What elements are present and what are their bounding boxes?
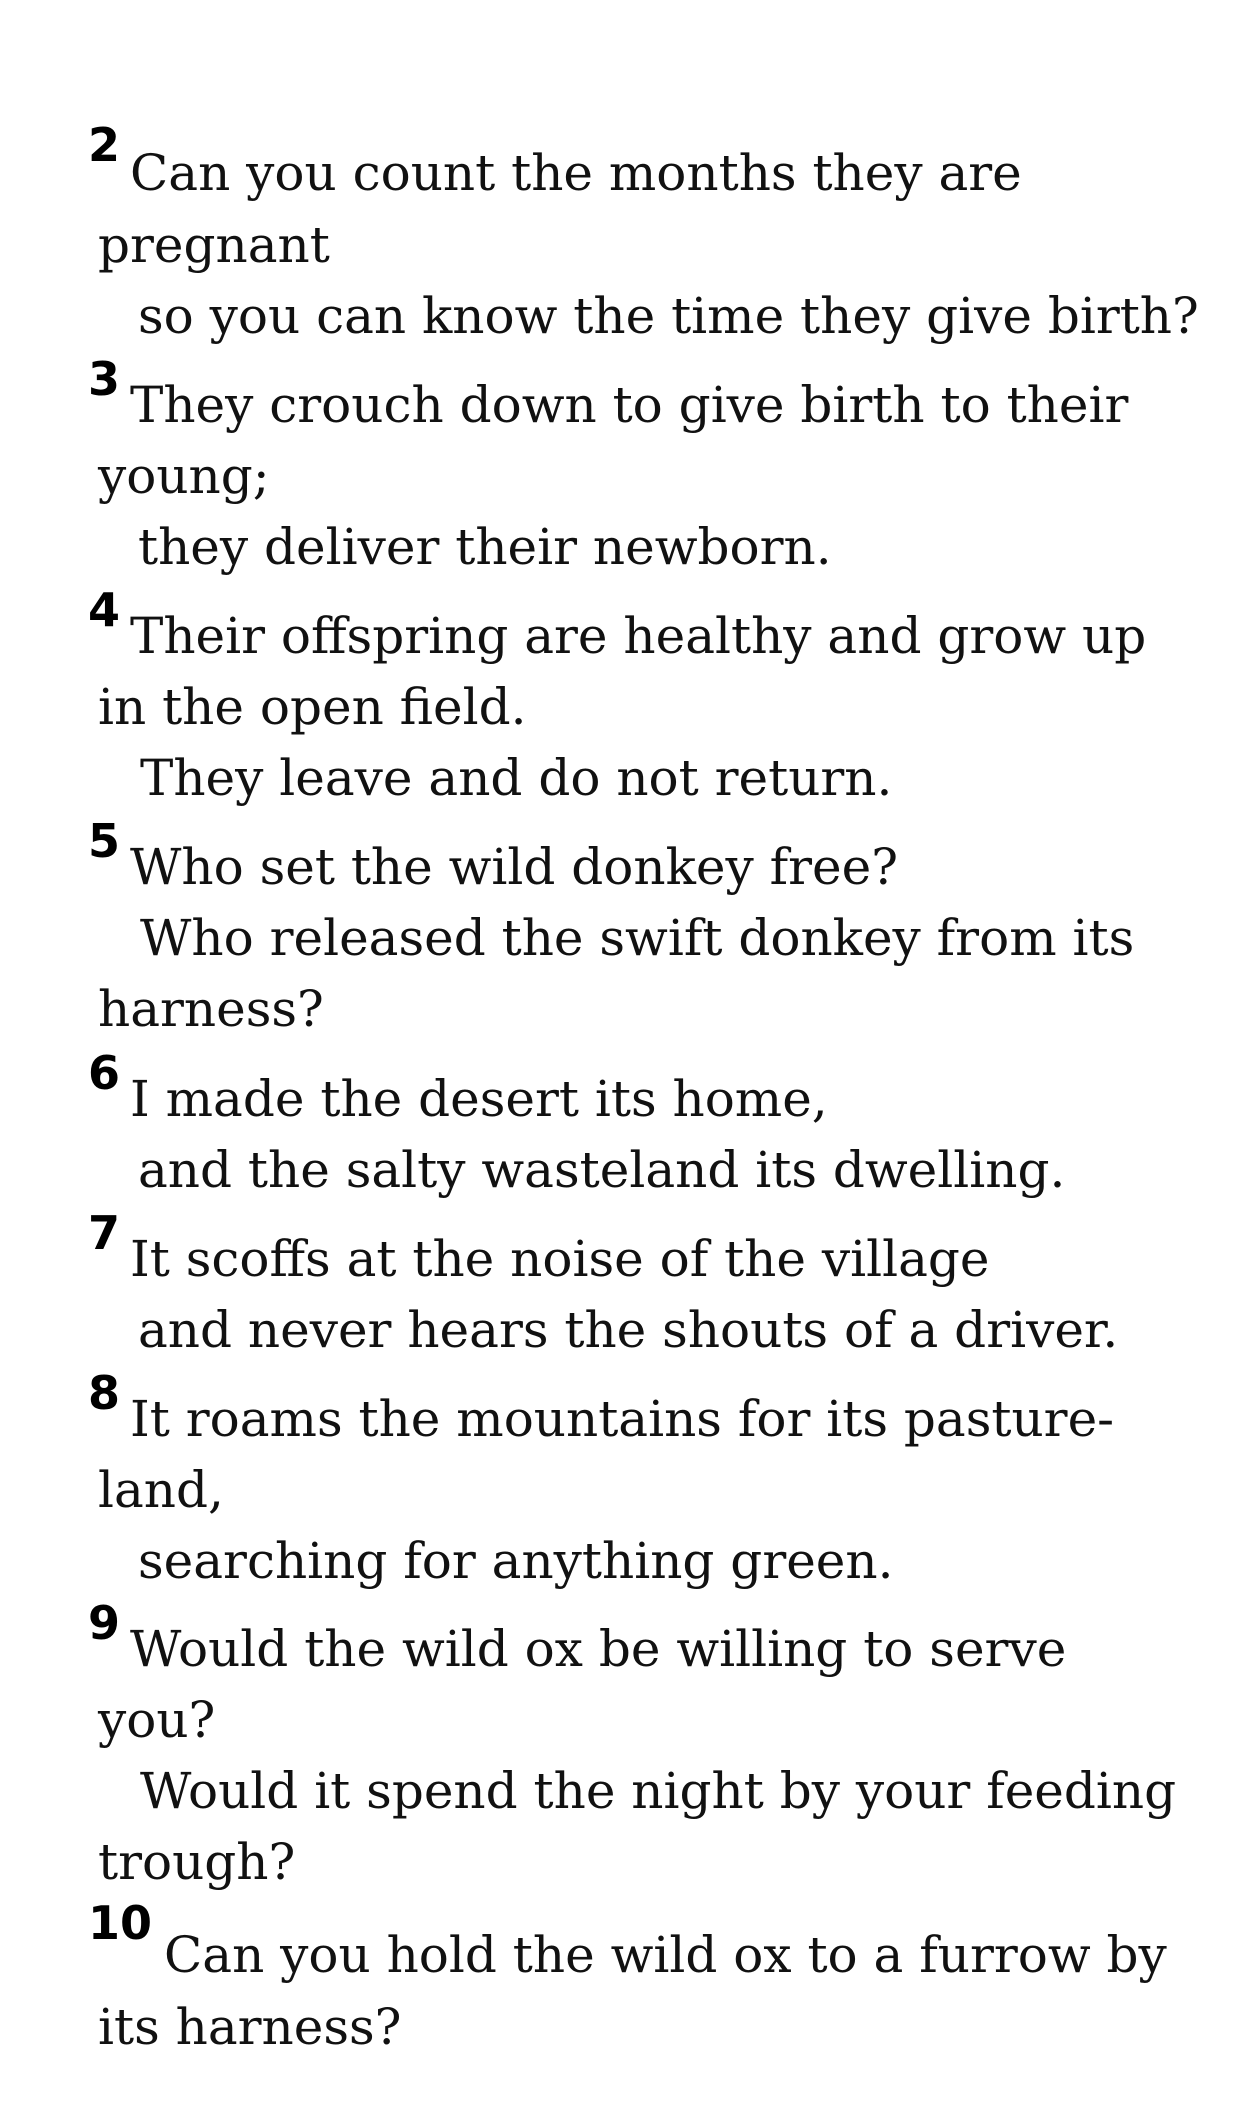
verse-line: harness? [98, 980, 324, 1038]
verse-line: Can you hold the wild ox to a furrow by [164, 1926, 1167, 1984]
verse-line: Would it spend the night by your feeding [140, 1762, 1177, 1820]
verse-number: 3 [88, 352, 121, 406]
verse-line: so you can know the time they give birth? [138, 287, 1199, 345]
verse-line: young; [98, 447, 270, 505]
verse-line: It roams the mountains for its pasture- [130, 1390, 1115, 1448]
verse-line: Can you count the months they are [130, 144, 1022, 202]
verse-number: 2 [88, 118, 121, 172]
verse-number: 8 [88, 1366, 121, 1420]
verse-line: It scoffs at the noise of the village [130, 1230, 990, 1288]
verse-line: Who released the swift donkey from its [140, 909, 1135, 967]
verse-number: 7 [88, 1206, 121, 1260]
verse-line: in the open field. [98, 678, 527, 736]
verse-line: you? [98, 1691, 216, 1749]
verse-line: trough? [98, 1833, 296, 1891]
verse-line: I made the desert its home, [130, 1070, 828, 1128]
verse-number: 6 [88, 1046, 121, 1100]
verse-line: its harness? [98, 1998, 402, 2056]
verse-number: 10 [88, 1896, 153, 1950]
verse-line: Would the wild ox be willing to serve [130, 1620, 1067, 1678]
verse-line: searching for anything green. [138, 1532, 894, 1590]
verse-line: and never hears the shouts of a driver. [138, 1301, 1119, 1359]
verse-number: 9 [88, 1596, 121, 1650]
verse-line: pregnant [98, 216, 330, 274]
verse-line: Their offspring are healthy and grow up [130, 607, 1147, 665]
verse-line: They leave and do not return. [140, 749, 893, 807]
verse-line: They crouch down to give birth to their [130, 376, 1129, 434]
verse-line: and the salty wasteland its dwelling. [138, 1141, 1066, 1199]
verse-line: land, [98, 1461, 224, 1519]
verse-number: 5 [88, 814, 121, 868]
verse-line: they deliver their newborn. [138, 518, 832, 576]
verse-number: 4 [88, 583, 121, 637]
verse-line: Who set the wild donkey free? [130, 838, 899, 896]
